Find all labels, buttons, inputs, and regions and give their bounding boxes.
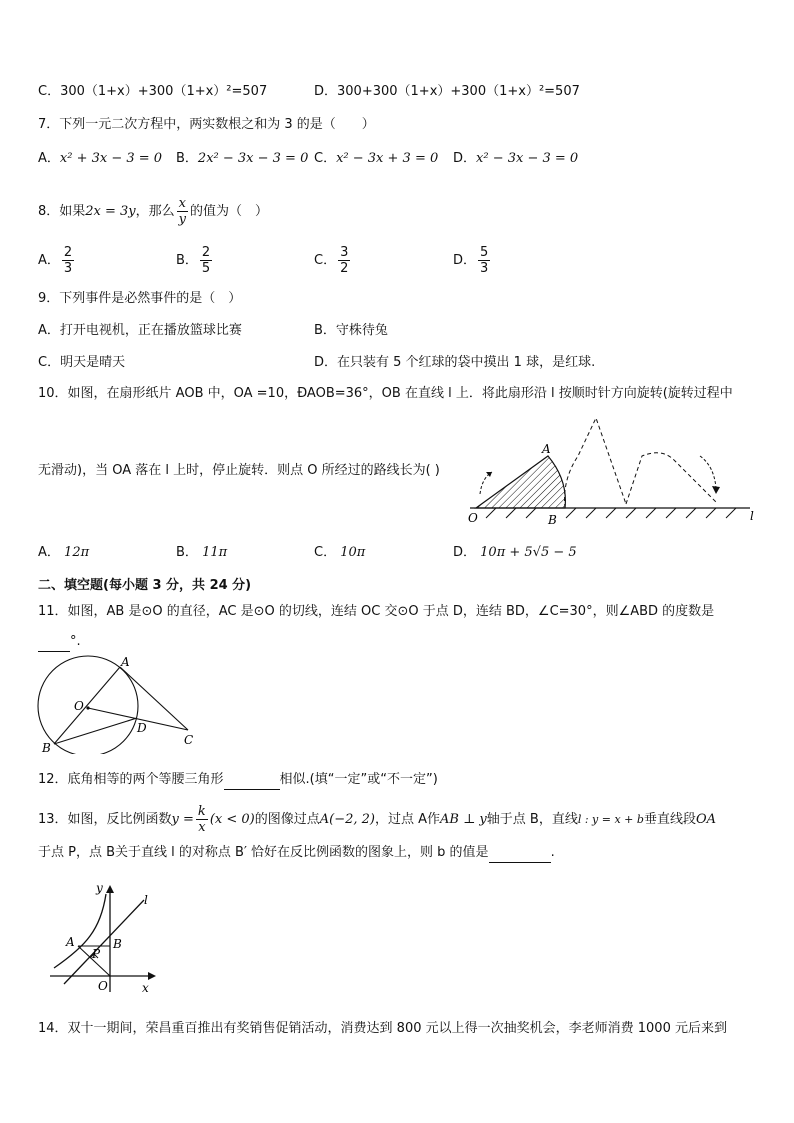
q13-line2-text: 于点 P，点 B关于直线 l 的对称点 B′ 恰好在反比例函数的图象上，则 b 的值是 (38, 845, 489, 860)
q10-option-d-value: 10π + 5√5 − 5 (480, 545, 577, 560)
q8-option-a (38, 245, 76, 276)
q12-stem (38, 771, 438, 790)
q10-option-a-value: 12π (64, 545, 90, 560)
q8-stem-prefix: 8．如果 (38, 204, 86, 219)
q10-option-b-label: B． (176, 545, 198, 560)
q13-label-x: x (142, 981, 149, 995)
q11-label-b: B (42, 741, 51, 754)
q10-label-a: A (542, 442, 551, 456)
q7-option-c-equation: x² − 3x + 3 = 0 (336, 151, 439, 166)
q8-option-b-num: 2 (201, 245, 211, 260)
q13-y-arrow (106, 885, 114, 893)
q10-figure (462, 410, 762, 530)
q10-label-l: l (750, 509, 754, 523)
q8-option-c-den: 2 (340, 261, 349, 276)
q10-arrow-right (700, 456, 716, 488)
q6-option-c: C．300（1+x）+300（1+x）²=507 (38, 84, 268, 99)
q8-option-c-label: C． (314, 253, 337, 268)
q7-option-d-equation: x² − 3x − 3 = 0 (476, 151, 579, 166)
q13-point-a: A(−2, 2) (319, 812, 375, 827)
q13-func-fraction (196, 804, 208, 835)
q8-option-c (314, 245, 352, 276)
q11-label-o: O (74, 699, 84, 713)
q8-option-d-fraction (478, 245, 490, 276)
q11-answer-line (38, 633, 81, 652)
q8-stem-middle: ，那么 (135, 204, 175, 219)
q13-func-den: x (198, 820, 206, 835)
q10-option-c-label: C． (314, 545, 337, 560)
q13-label-y: y (96, 881, 103, 895)
q10-option-d (453, 544, 577, 562)
q8-stem-equation: 2x = 3y (85, 204, 136, 219)
q13-stem-mid3: 轴于点 B，直线 (486, 812, 578, 827)
q10-option-d-label: D． (453, 545, 477, 560)
q10-sector-dashed-1 (565, 418, 626, 508)
q10-sector-dashed-2 (626, 453, 716, 504)
q7-option-c-label: C． (314, 151, 337, 166)
q13-label-l: l (144, 893, 148, 907)
q11-label-d: D (137, 721, 147, 735)
q10-option-b (176, 544, 227, 562)
q7-option-d-label: D． (453, 151, 477, 166)
q7-option-a-equation: x² + 3x − 3 = 0 (59, 151, 163, 166)
q8-option-c-num: 3 (340, 245, 349, 260)
q13-label-a: A (66, 935, 75, 949)
q13-line-equation: l : y = x + b (577, 813, 644, 826)
q13-func-condition: (x < 0) (209, 812, 255, 827)
q13-line2-end: . (550, 845, 555, 860)
q13-func-num: k (197, 804, 206, 819)
q8-option-d-den: 3 (480, 261, 489, 276)
q9-option-b: B．守株待兔 (314, 323, 388, 338)
q7-option-b (176, 150, 308, 168)
q8-frac-den: y (178, 212, 187, 227)
q11-answer-blank (38, 633, 70, 652)
q13-stem-mid4: 垂直线段 (643, 812, 696, 827)
q8-option-d-label: D． (453, 253, 477, 268)
q11-stem: 11．如图，AB 是⊙O 的直径，AC 是⊙O 的切线，连结 OC 交⊙O 于点 D，连结 BD，∠C=30°，则∠ABD 的度数是 (38, 604, 715, 619)
q7-option-a-label: A． (38, 151, 60, 166)
q8-option-d-num: 5 (480, 245, 489, 260)
q13-stem-mid2: ，过点 A作 (374, 812, 440, 827)
q8-option-a-label: A． (38, 253, 60, 268)
q10-stem-line1: 10．如图，在扇形纸片 AOB 中，OA =10，ÐAOB=36°，OB 在直线 l 上．将此扇形沿 l 按顺时针方向旋转(旋转过程中 (38, 386, 733, 401)
q13-label-o: O (98, 979, 108, 993)
q10-option-c-value: 10π (340, 545, 366, 560)
q7-option-a (38, 150, 162, 168)
q7-option-d (453, 150, 578, 168)
q8-stem-suffix: 的值为（ ） (190, 204, 269, 219)
q13-line-l (64, 900, 144, 984)
section-2-heading: 二、填空题(每小题 3 分，共 24 分) (38, 578, 252, 593)
q7-option-c (314, 150, 438, 168)
q10-stem-line2: 无滑动)，当 OA 落在 l 上时，停止旋转．则点 O 所经过的路线长为( ) (38, 463, 440, 478)
q8-option-b (176, 245, 214, 276)
q8-frac-num: x (178, 196, 187, 211)
q13-x-arrow (148, 972, 156, 980)
q10-label-b: B (548, 513, 557, 527)
q9-option-c: C．明天是晴天 (38, 355, 126, 370)
q13-segment-oa: OA (695, 812, 717, 827)
q13-stem-mid1: 的图像过点 (254, 812, 320, 827)
q8-option-b-label: B． (176, 253, 198, 268)
q9-option-d: D．在只装有 5 个红球的袋中摸出 1 球，是红球. (314, 355, 596, 370)
q11-center-point (86, 706, 89, 709)
q12-stem-prefix: 12．底角相等的两个等腰三角形 (38, 772, 224, 787)
q10-option-a-label: A． (38, 545, 60, 560)
q7-option-b-equation: 2x² − 3x − 3 = 0 (197, 151, 309, 166)
q7-option-b-label: B． (176, 151, 198, 166)
q11-diameter-ab (54, 667, 120, 744)
q10-option-a (38, 544, 89, 562)
q14-stem: 14．双十一期间，荣昌重百推出有奖销售促销活动，消费达到 800 元以上得一次抽奖机会，李老师消费 1000 元后来到 (38, 1021, 727, 1036)
q13-label-p: P (92, 947, 101, 961)
q11-figure (34, 654, 204, 754)
q8-option-c-fraction (338, 245, 350, 276)
q13-label-b: B (113, 937, 122, 951)
q8-option-a-fraction (62, 245, 74, 276)
q13-stem-prefix: 13．如图，反比例函数 (38, 812, 172, 827)
q13-answer-blank (489, 844, 551, 863)
q6-option-d: D．300+300（1+x）+300（1+x）²=507 (314, 84, 580, 99)
q13-func-lhs: y = (171, 812, 194, 827)
q13-perp: AB ⊥ y (440, 812, 487, 827)
q10-label-o: O (468, 511, 478, 525)
q9-option-a: A．打开电视机，正在播放篮球比赛 (38, 323, 242, 338)
q8-option-d (453, 245, 492, 276)
q8-stem (38, 196, 268, 227)
q11-label-a: A (121, 655, 130, 669)
q13-stem-line1 (38, 804, 716, 835)
q7-stem: 7．下列一元二次方程中，两实数根之和为 3 的是（ ） (38, 117, 375, 132)
q8-option-a-den: 3 (63, 261, 73, 276)
q10-ground-hatching (486, 508, 736, 518)
q11-label-c: C (184, 733, 194, 747)
q8-option-b-fraction (200, 245, 212, 276)
q8-option-b-den: 5 (201, 261, 211, 276)
q8-option-a-num: 2 (63, 245, 73, 260)
q12-answer-blank (224, 771, 280, 790)
q9-stem: 9．下列事件是必然事件的是（ ） (38, 291, 242, 306)
q13-figure (40, 880, 170, 995)
q10-option-c (314, 544, 365, 562)
q12-stem-suffix: 相似.(填“一定”或“不一定”) (279, 772, 438, 787)
q10-option-b-value: 11π (202, 545, 228, 560)
q13-stem-line2 (38, 844, 555, 863)
q10-sector-aob (476, 456, 565, 508)
q8-stem-fraction (177, 196, 188, 227)
q11-stem-end: °. (70, 634, 81, 649)
